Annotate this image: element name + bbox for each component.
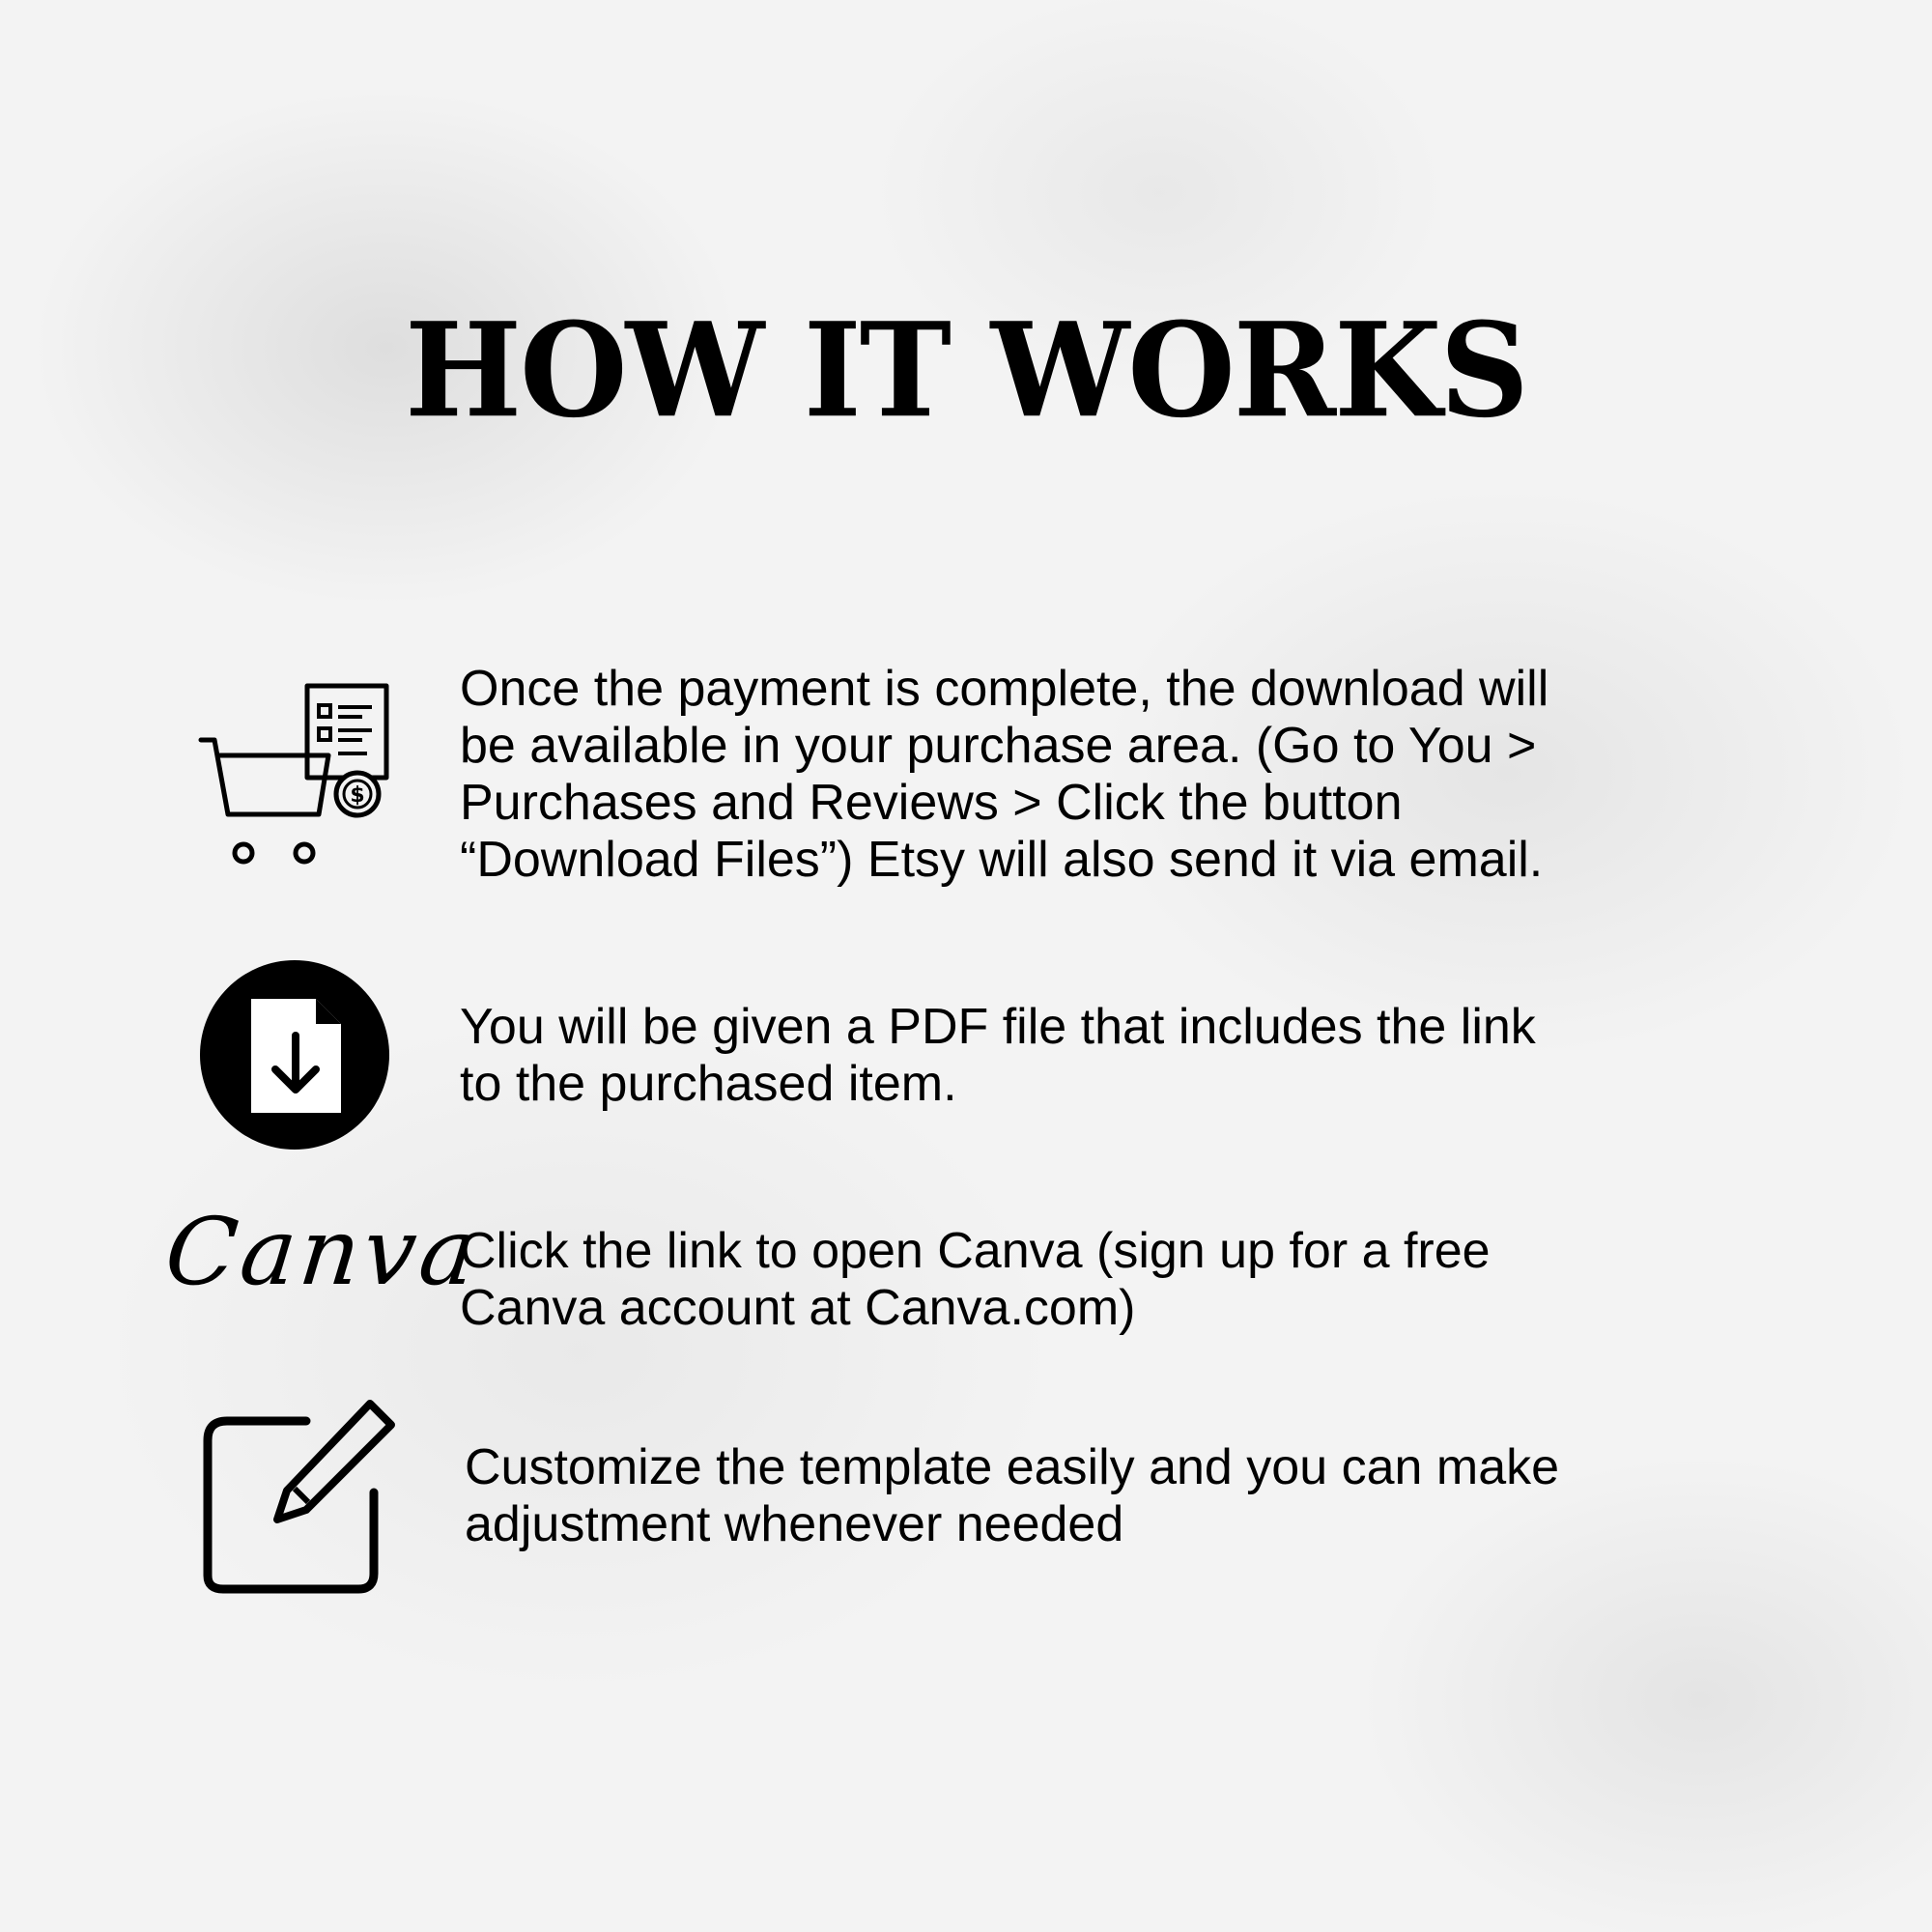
step-2-line-2: to the purchased item.	[460, 1056, 957, 1112]
step-2-line-1: You will be given a PDF file that includes the link	[460, 999, 1536, 1055]
step-2-text	[460, 999, 1536, 1113]
file-download-icon	[198, 958, 391, 1151]
step-1-text	[460, 661, 1548, 889]
step-1-line-2: be available in your purchase area. (Go to You >	[460, 718, 1537, 774]
cart-receipt-icon	[193, 676, 396, 869]
step-1-line-1: Once the payment is complete, the download will	[460, 661, 1549, 717]
svg-text:$: $	[350, 783, 365, 808]
edit-square-icon	[198, 1396, 401, 1599]
step-3-text	[460, 1223, 1491, 1337]
step-1-line-3: Purchases and Reviews > Click the button	[460, 775, 1403, 831]
page-title: HOW IT WORKS	[405, 295, 1527, 447]
step-3-line-1: Click the link to open Canva (sign up for a free	[460, 1223, 1491, 1279]
step-3-line-2: Canva account at Canva.com)	[460, 1280, 1136, 1336]
step-4-line-2: adjustment whenever needed	[465, 1496, 1124, 1552]
step-4-text	[465, 1439, 1559, 1553]
step-1-line-4: “Download Files”) Etsy will also send it via email.	[460, 832, 1544, 888]
canva-logo: Canva	[160, 1198, 485, 1306]
step-4-line-1: Customize the template easily and you can make	[465, 1439, 1560, 1495]
